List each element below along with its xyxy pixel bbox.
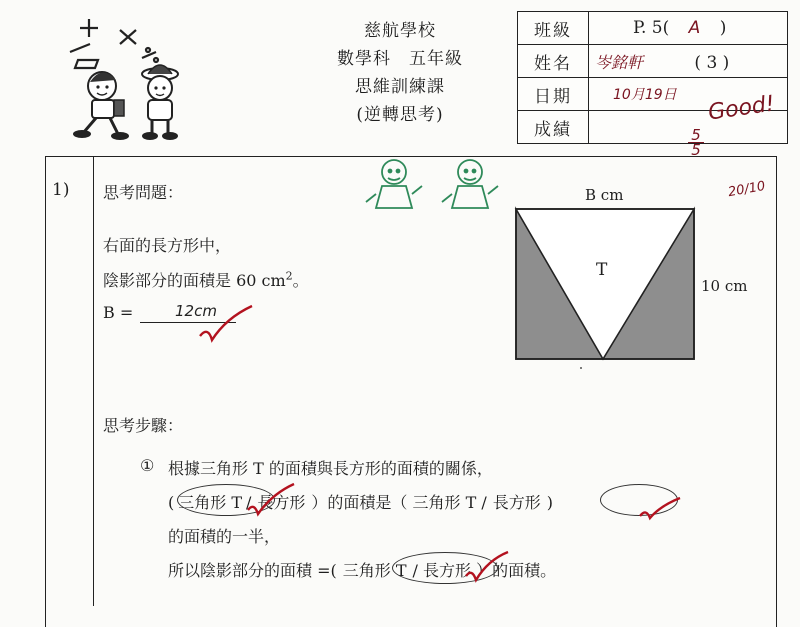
reward-points: 20/10 [726,178,767,201]
step1-line-4: 所以陰影部分的面積 =( 三角形 T / 長方形 ）的面積。 [168,561,557,580]
figure-side-label: 10 cm [701,277,748,295]
date-hand-value: 10月19日 [613,87,677,103]
course-name: 思維訓練課 [355,77,445,97]
b-answer[interactable]: 12cm [175,302,217,320]
student-info-table [517,11,788,144]
student-number: ( 3 ) [694,52,730,73]
step1-marker: ① [140,456,155,475]
name-hand-value: 岑銘軒 [595,52,644,72]
figure-top-label: B cm [585,186,624,204]
check-mark-icon [244,480,300,524]
date-label: 日期 [518,78,589,111]
check-mark-icon [636,494,686,524]
choice-rectangle-circled[interactable]: 長方形 [492,493,541,512]
reward-stamp-icon [360,150,520,222]
choice-triangle-t-circled[interactable]: 三角形 T [178,493,243,512]
check-mark-icon [196,302,256,344]
choice-triangle-t-circled-2[interactable]: 三角形 T [342,561,407,580]
problem-line-1: 右面的長方形中， [103,236,232,255]
step1-line-2: ( 三角形 T / 長方形 ）的面積是（ 三角形 T / 長方形 ) [168,493,554,512]
b-label: B = [103,303,134,322]
question-number: 1) [52,180,70,200]
name-field[interactable] [589,45,788,78]
name-label: 姓名 [518,45,589,78]
figure-triangle-label: T [596,260,608,280]
problem-line-2: 陰影部分的面積是 60 $cm^2$。 [103,269,309,290]
teacher-score: 5 5 [688,128,704,157]
school-name: 慈航學校 [364,21,436,41]
steps-heading: 思考步驟： [103,416,184,435]
check-mark-icon [462,548,512,588]
grade-label: 成績 [518,111,589,144]
step1-line-1: 根據三角形 T 的面積與長方形的面積的關係， [168,459,493,478]
class-field[interactable]: P. 5( A ) [589,12,788,45]
question-divider [93,156,94,606]
class-label: 班級 [518,12,589,45]
problem-heading: 思考問題： [103,183,184,202]
choice-rectangle[interactable]: 長方形 [257,493,306,512]
subject-grade: 數學科 五年級 [337,49,463,69]
topic-name: (逆轉思考) [356,105,444,125]
step1-line-3: 的面積的一半， [168,527,281,546]
teacher-comment: Good! [706,91,777,126]
class-hand-value: A [688,18,701,38]
